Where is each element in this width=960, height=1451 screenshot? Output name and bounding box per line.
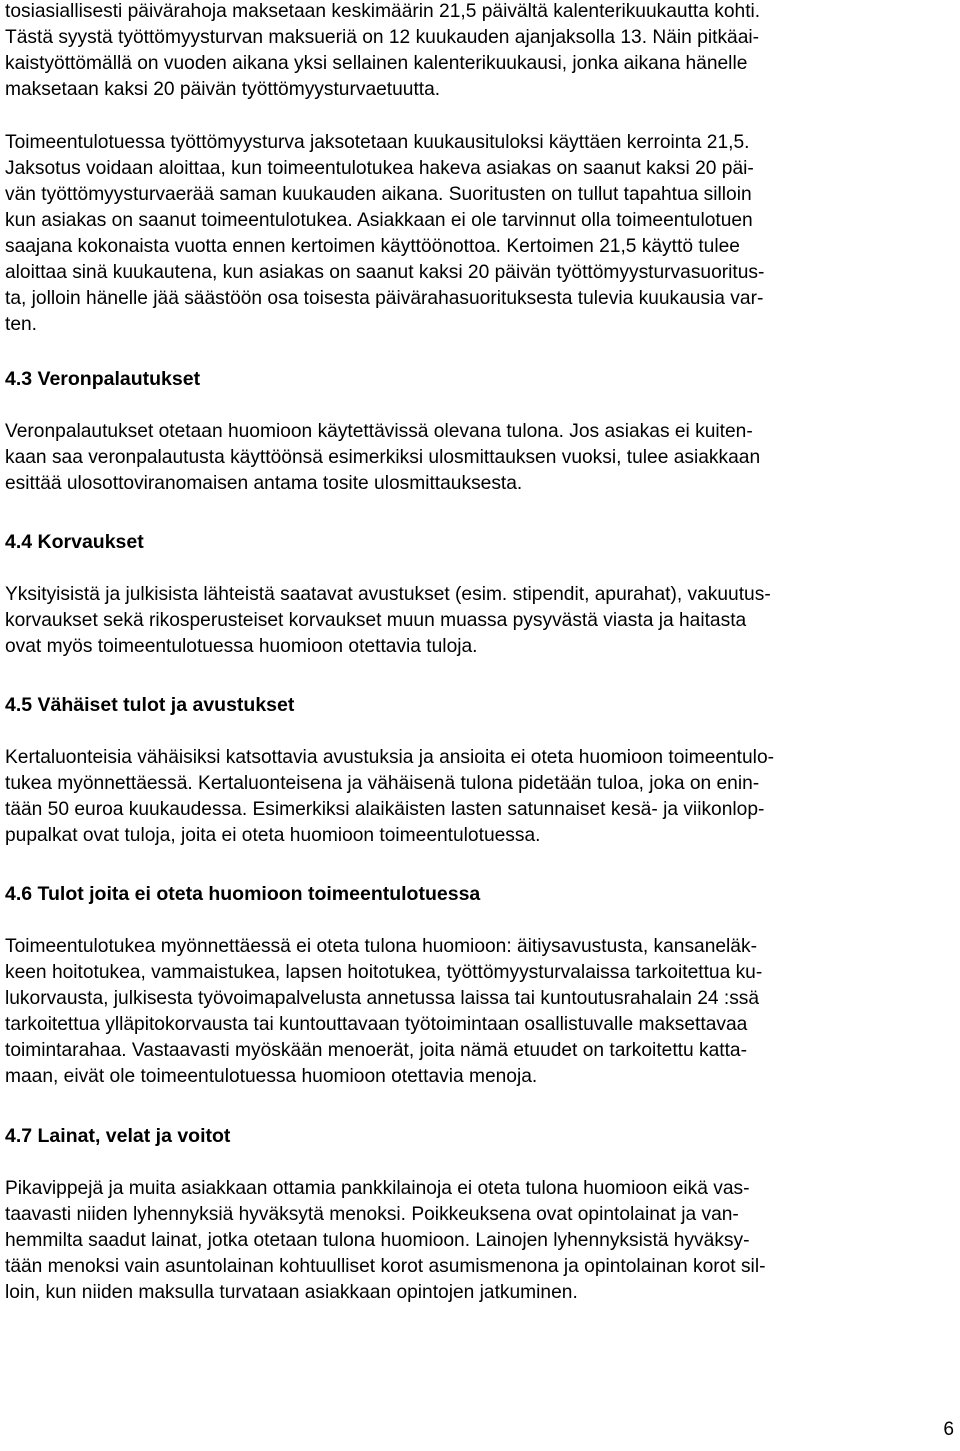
section-heading-4-3: 4.3 Veronpalautukset bbox=[5, 368, 201, 390]
body-text-line: taavasti niiden lyhennyksiä hyväksytä menoksi. Poikkeuksena ovat opintolainat ja van- bbox=[5, 1204, 739, 1225]
section-heading-4-6: 4.6 Tulot joita ei oteta huomioon toimeentulotuessa bbox=[5, 883, 481, 905]
body-text-line: Toimeentulotukea myönnettäessä ei oteta tulona huomioon: äitiysavustusta, kansaneläk- bbox=[5, 936, 757, 957]
body-text-line: Yksityisistä ja julkisista lähteistä saatavat avustukset (esim. stipendit, apurahat), vakuutus- bbox=[5, 584, 771, 605]
body-text-line: esittää ulosottoviranomaisen antama tosite ulosmittauksesta. bbox=[5, 473, 523, 494]
body-text-line: tään 50 euroa kuukaudessa. Esimerkiksi alaikäisten lasten satunnaiset kesä- ja viikonlop- bbox=[5, 799, 765, 820]
body-text-line: kun asiakas on saanut toimeentulotukea. Asiakkaan ei ole tarvinnut olla toimeentulotuen bbox=[5, 210, 753, 231]
body-text-line: pupalkat ovat tuloja, joita ei oteta huomioon toimeentulotuessa. bbox=[5, 825, 541, 846]
body-text-line: maan, eivät ole toimeentulotuessa huomioon otettavia menoja. bbox=[5, 1066, 538, 1087]
body-text-line: tarkoitettua ylläpitokorvausta tai kuntouttavaan työtoimintaan osallistuvalle maksettavaa bbox=[5, 1014, 748, 1035]
section-heading-4-5: 4.5 Vähäiset tulot ja avustukset bbox=[5, 694, 295, 716]
body-text-line: korvaukset sekä rikosperusteiset korvaukset muun muassa pysyvästä viasta ja haitasta bbox=[5, 610, 747, 631]
body-text-line: tään menoksi vain asuntolainan kohtuulliset korot asumismenona ja opintolainan korot sil- bbox=[5, 1256, 766, 1277]
body-text-line: maksetaan kaksi 20 päivän työttömyysturvaetuutta. bbox=[5, 79, 441, 100]
body-text-line: loin, kun niiden maksulla turvataan asiakkaan opintojen jatkuminen. bbox=[5, 1282, 578, 1303]
body-text-line: saajana kokonaista vuotta ennen kertoimen käyttöönottoa. Kertoimen 21,5 käyttö tulee bbox=[5, 236, 740, 257]
body-text-line: Pikavippejä ja muita asiakkaan ottamia pankkilainoja ei oteta tulona huomioon eikä vas- bbox=[5, 1178, 750, 1199]
body-text-line: ten. bbox=[5, 314, 38, 335]
section-heading-4-7: 4.7 Lainat, velat ja voitot bbox=[5, 1125, 231, 1147]
body-text-line: keen hoitotukea, vammaistukea, lapsen hoitotukea, työttömyysturvalaissa tarkoitettua ku- bbox=[5, 962, 763, 983]
section-heading-4-4: 4.4 Korvaukset bbox=[5, 531, 144, 553]
body-text-line: Kertaluonteisia vähäisiksi katsottavia avustuksia ja ansioita ei oteta huomioon toimeentulo- bbox=[5, 747, 774, 768]
body-text-line: aloittaa sinä kuukautena, kun asiakas on saanut kaksi 20 päivän työttömyysturvasuoritus- bbox=[5, 262, 765, 283]
page-number: 6 bbox=[943, 1419, 954, 1440]
body-text-line: tukea myönnettäessä. Kertaluonteisena ja vähäisenä tulona pidetään tuloa, joka on enin- bbox=[5, 773, 760, 794]
body-text-line: toimintarahaa. Vastaavasti myöskään menoerät, joita nämä etuudet on tarkoitettu katta- bbox=[5, 1040, 747, 1061]
body-text-line: tosiasiallisesti päivärahoja maksetaan keskimäärin 21,5 päivältä kalenterikuukautta kohti. bbox=[5, 1, 761, 22]
body-text-line: ta, jolloin hänelle jää säästöön osa toisesta päivärahasuorituksesta tulevia kuukausia var- bbox=[5, 288, 764, 309]
body-text-line: ovat myös toimeentulotuessa huomioon otettavia tuloja. bbox=[5, 636, 478, 657]
body-text-line: Jaksotus voidaan aloittaa, kun toimeentulotukea hakeva asiakas on saanut kaksi 20 päi- bbox=[5, 158, 754, 179]
body-text-line: Tästä syystä työttömyysturvan maksueriä on 12 kuukauden ajanjaksolla 13. Näin pitkäai- bbox=[5, 27, 760, 48]
body-text-line: Veronpalautukset otetaan huomioon käytettävissä olevana tulona. Jos asiakas ei kuiten- bbox=[5, 421, 753, 442]
body-text-line: vän työttömyysturvaerää saman kuukauden aikana. Suoritusten on tullut tapahtua silloin bbox=[5, 184, 752, 205]
body-text-line: kaan saa veronpalautusta käyttöönsä esimerkiksi ulosmittauksen vuoksi, tulee asiakkaan bbox=[5, 447, 761, 468]
body-text-line: lukorvausta, julkisesta työvoimapalvelusta annetussa laissa tai kuntoutusrahalain 24 :ssä bbox=[5, 988, 760, 1009]
body-text-line: kaistyöttömällä on vuoden aikana yksi sellainen kalenterikuukausi, jonka aikana hänelle bbox=[5, 53, 748, 74]
body-text-line: hemmilta saadut lainat, jotka otetaan tulona huomioon. Lainojen lyhennyksistä hyväksy- bbox=[5, 1230, 750, 1251]
body-text-line: Toimeentulotuessa työttömyysturva jaksotetaan kuukausituloksi käyttäen kerrointa 21,5. bbox=[5, 132, 750, 153]
